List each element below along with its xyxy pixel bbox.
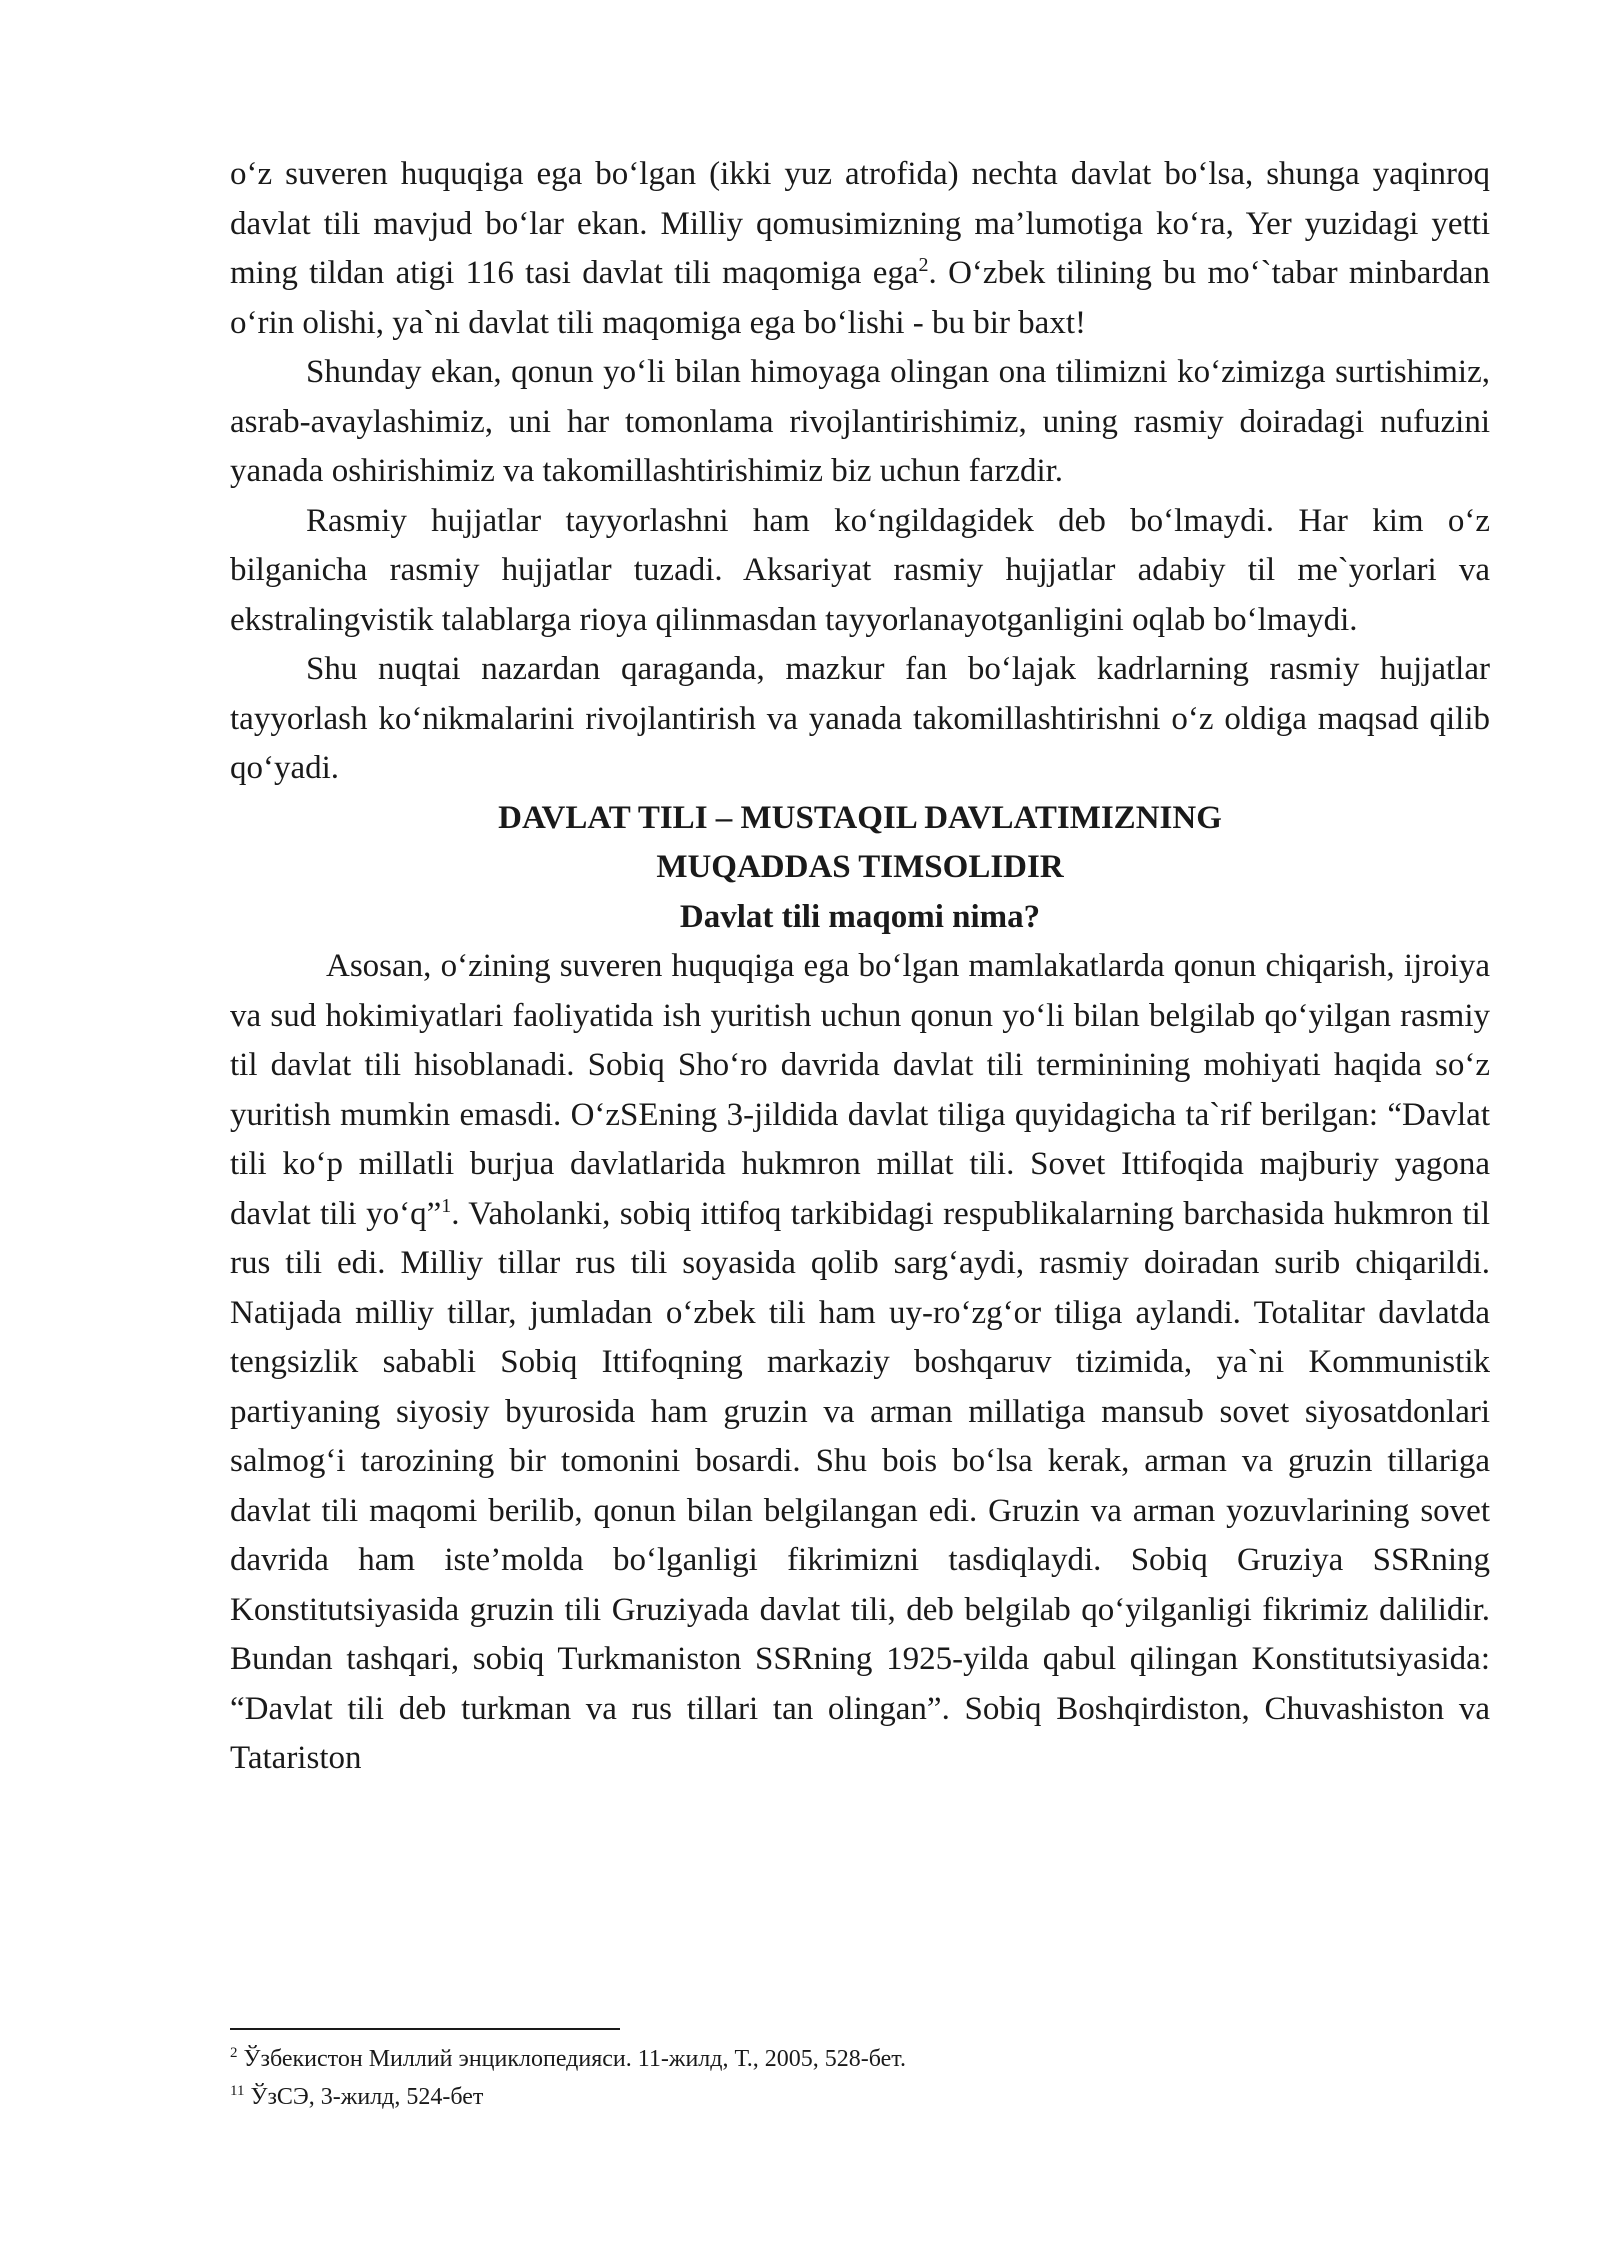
page-body <box>230 150 1490 1784</box>
footnote-mark: 2 <box>230 2045 238 2061</box>
body-paragraph-2: Shunday ekan, qonun yo‘li bilan himoyaga olingan ona tilimizni ko‘zimizga surtishimiz, asrab-avaylashimiz, uni har tomonlama rivojlantirishimiz, uning rasmiy doiradagi nufuzini yanada oshirishimiz va takomillashtirishimiz biz uchun farzdir. <box>230 354 1490 489</box>
section-heading-line-2: MUQADDAS TIMSOLIDIR <box>656 849 1064 885</box>
body-paragraph-3: Rasmiy hujjatlar tayyorlashni ham ko‘ngildagidek deb bo‘lmaydi. Har kim o‘z bilganicha rasmiy hujjatlar tuzadi. Aksariyat rasmiy hujjatlar adabiy til me`yorlari va ekstralingvistik talablarga rioya qilinmasdan tayyorlanayotganligini oqlab bo‘lmaydi. <box>230 502 1490 638</box>
footnote-separator <box>230 2028 620 2030</box>
footnotes <box>230 2028 1490 2116</box>
footnote-item <box>230 2078 1490 2116</box>
body-paragraph-4: Shu nuqtai nazardan qaraganda, mazkur fan bo‘lajak kadrlarning rasmiy hujjatlar tayyorlash ko‘nikmalarini rivojlantirish va yanada takomillashtirishni o‘z oldiga maqsad qilib qo‘yadi. <box>230 651 1490 786</box>
footnote-text: ЎзСЭ, 3-жилд, 524-бет <box>250 2084 484 2110</box>
paragraph-text: o‘z suveren huquqiga ega bo‘lgan (ikki yuz atrofida) nechta davlat bo‘lsa, shunga yaqinroq davlat tili mavjud bo‘lar ekan. Milliy qomusimizning ma’lumotiga ko‘ra, Yer yuzidagi yetti ming tildan atigi 116 tasi davlat tili maqomiga ega <box>230 156 1490 291</box>
body-paragraph-1 <box>230 150 1490 348</box>
paragraph-text: Asosan, o‘zining suveren huquqiga ega bo‘lgan mamlakatlarda qonun chiqarish, ijroiya va sud hokimiyatlari faoliyatida ish yuritish uchun qonun yo‘li bilan belgilab qo‘yilgan rasmiy til davlat tili hisoblanadi. Sobiq Sho‘ro davrida davlat tili terminining mohiyati haqida so‘z yuritish mumkin emasdi. O‘zSEning 3-jildida davlat tiliga quyidagicha ta`rif berilgan: “Davlat tili ko‘p millatli burjua davlatlarida hukmron millat tili. Sovet Ittifoqida majburiy yagona davlat tili yo‘q” <box>230 948 1490 1232</box>
section-heading-line-1: DAVLAT TILI – MUSTAQIL DAVLATIMIZNING <box>498 799 1222 836</box>
paragraph-text: . O‘zbek tilining bu mo‘`tabar minbardan o‘rin olishi, ya`ni davlat tili maqomiga ega bo‘lishi - bu bir baxt! <box>230 255 1490 341</box>
footnote-mark: 11 <box>230 2083 245 2099</box>
section-paragraph <box>230 942 1490 1784</box>
footnote-ref[interactable]: 2 <box>918 254 929 276</box>
footnote-item <box>230 2040 1490 2078</box>
section-subheading: Davlat tili maqomi nima? <box>679 898 1041 935</box>
footnote-text: Ўзбекистон Миллий энциклопедияси. 11-жилд, Т., 2005, 528-бет. <box>243 2046 906 2072</box>
paragraph-text: . Vaholanki, sobiq ittifoq tarkibidagi respublikalarning barchasida hukmron til rus tili edi. Milliy tillar rus tili soyasida qolib sarg‘aydi, rasmiy doiradan surib chiqarildi. Natijada milliy tillar, jumladan o‘zbek tili ham uy-ro‘zg‘or tiliga aylandi. Totalitar davlatda tengsizlik sababli Sobiq Ittifoqning markaziy boshqaruv tizimida, ya`ni Kommunistik partiyaning siyosiy byurosida ham gruzin va arman millatiga mansub sovet siyosatdonlari salmog‘i tarozining bir tomonini bosardi. Shu bois bo‘lsa kerak, arman va gruzin tillariga davlat tili maqomi berilib, qonun bilan belgilangan edi. Gruzin va arman yozuvlarining sovet davrida ham iste’molda bo‘lganligi fikrimizni tasdiqlaydi. Sobiq Gruziya SSRning Konstitutsiyasida gruzin tili Gruziyada davlat tili, deb belgilab qo‘yilganligi fikrimiz dalilidir. Bundan tashqari, sobiq Turkmaniston SSRning 1925-yilda qabul qilingan Konstitutsiyasida: “Davlat tili deb turkman va rus tillari tan olingan”. Sobiq Boshqirdiston, Chuvashiston va Tatariston <box>230 1195 1490 1776</box>
footnote-ref[interactable]: 1 <box>441 1194 452 1217</box>
